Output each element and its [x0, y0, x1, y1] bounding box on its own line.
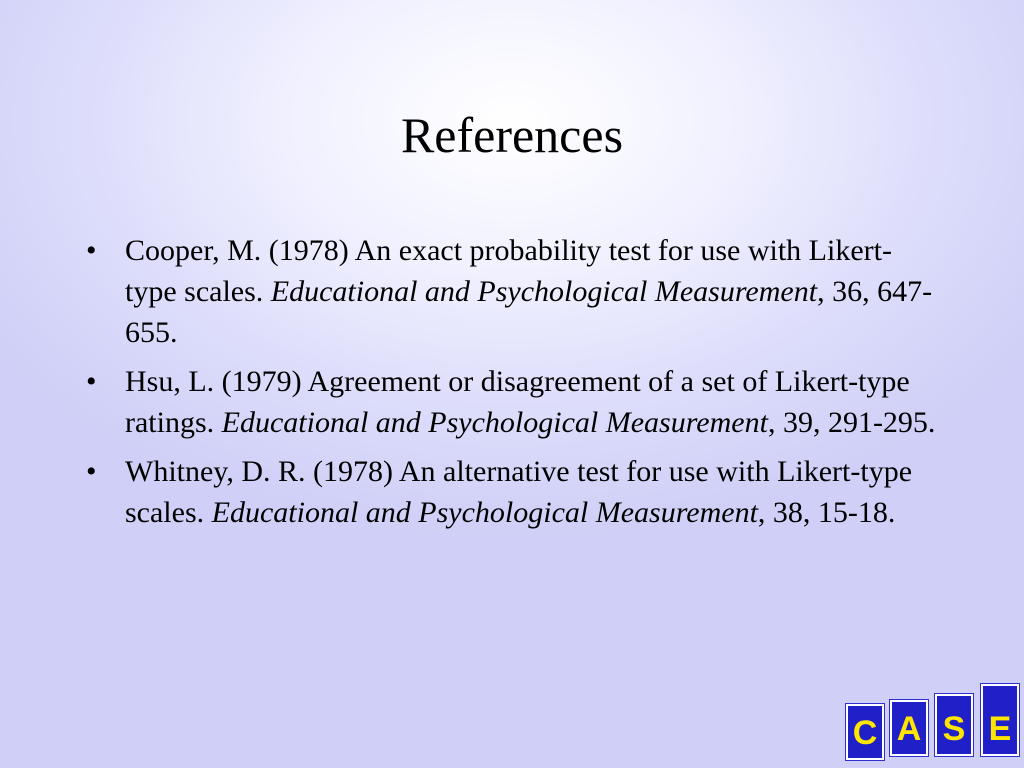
reference-journal: Educational and Psychological Measurement: [211, 496, 758, 529]
reference-text: Cooper, M. (1978) An exact probability test for use with Likert-type scales.: [125, 234, 892, 308]
reference-journal: Educational and Psychological Measurement: [221, 406, 768, 439]
logo-letter-c: C: [852, 714, 878, 752]
reference-list: [86, 230, 936, 541]
bullet-icon: •: [86, 455, 97, 488]
logo-box-e: [981, 684, 1019, 756]
bullet-icon: •: [86, 234, 97, 267]
reference-details: , 38, 15-18.: [757, 496, 896, 529]
reference-item: [86, 451, 936, 533]
logo-letter-a: A: [896, 710, 922, 748]
slide-title: References: [400, 107, 624, 163]
reference-details: , 36, 647-655.: [125, 275, 933, 349]
logo-letter-s: S: [942, 710, 966, 748]
reference-details: , 39, 291-295.: [767, 406, 936, 439]
reference-text: Hsu, L. (1979) Agreement or disagreement of a set of Likert-type ratings.: [125, 365, 910, 439]
reference-item: [86, 361, 936, 443]
logo-box-s: [935, 694, 973, 756]
bullet-icon: •: [86, 365, 97, 398]
reference-journal: Educational and Psychological Measurement: [270, 275, 818, 308]
reference-text: Whitney, D. R. (1978) An alternative test for use with Likert-type scales.: [125, 455, 913, 529]
logo-box-a: [890, 700, 928, 756]
reference-item: [86, 230, 936, 353]
case-logo: [842, 682, 1024, 768]
logo-box-c: [846, 704, 884, 760]
logo-letter-e: E: [988, 710, 1012, 748]
